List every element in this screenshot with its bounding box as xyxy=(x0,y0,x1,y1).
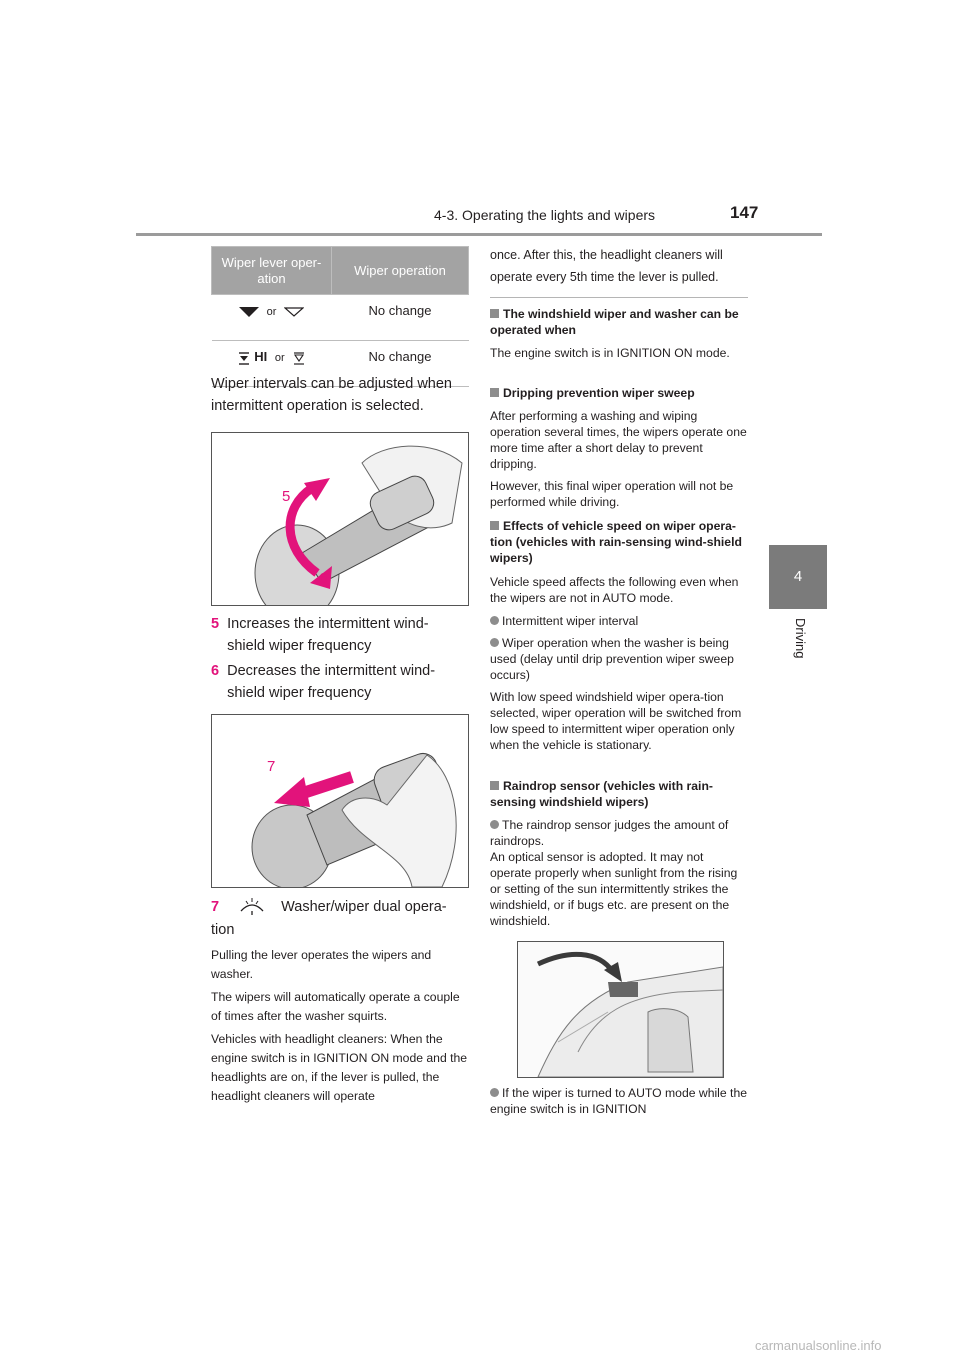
table-row: HI or No change xyxy=(212,341,469,387)
section-body: Vehicle speed affects the following even when the wipers are not in AUTO mode. xyxy=(490,575,739,605)
bullet-icon xyxy=(490,820,499,829)
figure-label-5: 5 xyxy=(282,488,291,505)
section-body: However, this final wiper operation will not be performed while driving. xyxy=(490,479,734,509)
para-2: The wipers will automatically operate a couple of times after the washer squirts. xyxy=(211,990,460,1023)
header-rule xyxy=(136,233,822,236)
hi-label: HI xyxy=(254,349,268,364)
figure-label-6: 6 xyxy=(319,570,328,587)
section-body: The engine switch is in IGNITION ON mode. xyxy=(490,346,730,360)
table-cell: No change xyxy=(332,295,469,341)
wiper-table xyxy=(211,246,469,387)
chapter-label: Driving xyxy=(793,618,808,659)
bullet-icon xyxy=(490,616,499,625)
bullet-icon xyxy=(490,638,499,647)
washer-icon xyxy=(237,897,267,917)
figure-label-7: 7 xyxy=(267,758,276,775)
table-header-operation: Wiper operation xyxy=(332,247,469,295)
chapter-tab[interactable]: 4 xyxy=(769,545,827,609)
section-body: With low speed windshield wiper opera-tion selected, wiper operation will be switched from low speed to intermittent wiper operation only when the vehicle is stationary. xyxy=(490,690,742,752)
triangle-down-outline-icon xyxy=(284,307,304,317)
table-header-lever: Wiper lever oper- ation xyxy=(212,247,332,295)
list-item: 7 Washer/wiper dual opera- xyxy=(211,896,469,918)
section-heading: The windshield wiper and washer can be operated when xyxy=(490,307,739,337)
wiper-pull-illustration xyxy=(212,715,468,887)
item7-cont: tion xyxy=(211,922,235,938)
para-3: Vehicles with headlight cleaners: When the engine switch is in IGNITION ON mode and the headlights are on, if the lever is pulled, the headlight cleaners will operate xyxy=(211,1032,468,1103)
section-heading: Dripping prevention wiper sweep xyxy=(490,385,695,401)
windshield-sensor-figure xyxy=(517,941,724,1078)
section-divider xyxy=(490,297,748,298)
list-item: If the wiper is turned to AUTO mode while the engine switch is in IGNITION xyxy=(490,1086,747,1116)
list-item: 5 Increases the intermittent wind- shield wiper frequency xyxy=(211,616,429,654)
section-title: 4-3. Operating the lights and wipers xyxy=(434,207,656,223)
square-bullet-icon xyxy=(490,309,499,318)
windshield-illustration xyxy=(518,942,723,1077)
square-bullet-icon xyxy=(490,388,499,397)
section-heading: Effects of vehicle speed on wiper opera-tion (vehicles with rain-sensing wind-shield wipers) xyxy=(490,519,742,565)
square-bullet-icon xyxy=(490,521,499,530)
mist-hi-icon xyxy=(237,351,251,365)
list-item: The raindrop sensor judges the amount of raindrops. An optical sensor is adopted. It may not operate properly when sunlight from the rising or setting of the sun intermittently strikes the windshield, or if bugs etc. are present on the windshield. xyxy=(490,818,738,928)
bullet-icon xyxy=(490,1088,499,1097)
table-cell: No change xyxy=(332,341,469,387)
right-continuation: once. After this, the headlight cleaners will operate every 5th time the lever is pulled. xyxy=(490,248,723,284)
table-row: or No change xyxy=(212,295,469,341)
para-1: Pulling the lever operates the wipers and washer. xyxy=(211,948,432,981)
triangle-down-icon xyxy=(239,307,259,317)
page-number: 147 xyxy=(730,203,759,222)
wiper-lever-figure-2 xyxy=(211,714,469,888)
square-bullet-icon xyxy=(490,781,499,790)
list-item: Wiper operation when the washer is being used (delay until drip prevention wiper sweep occurs) xyxy=(490,636,734,682)
list-item: 6 Decreases the intermittent wind- shield wiper frequency xyxy=(211,663,436,701)
section-heading: Raindrop sensor (vehicles with rain-sensing windshield wipers) xyxy=(490,779,713,809)
wiper-lever-figure-1 xyxy=(211,432,469,606)
section-body: After performing a washing and wiping operation several times, the wipers operate one more time after a short delay to prevent dripping. xyxy=(490,409,747,471)
mist-low-icon xyxy=(292,351,306,365)
watermark: carmanualsonline.info xyxy=(755,1338,882,1353)
list-item: Intermittent wiper interval xyxy=(490,613,748,629)
wiper-lever-illustration xyxy=(212,433,468,605)
intro-text: Wiper intervals can be adjusted when intermittent operation is selected. xyxy=(211,376,452,414)
